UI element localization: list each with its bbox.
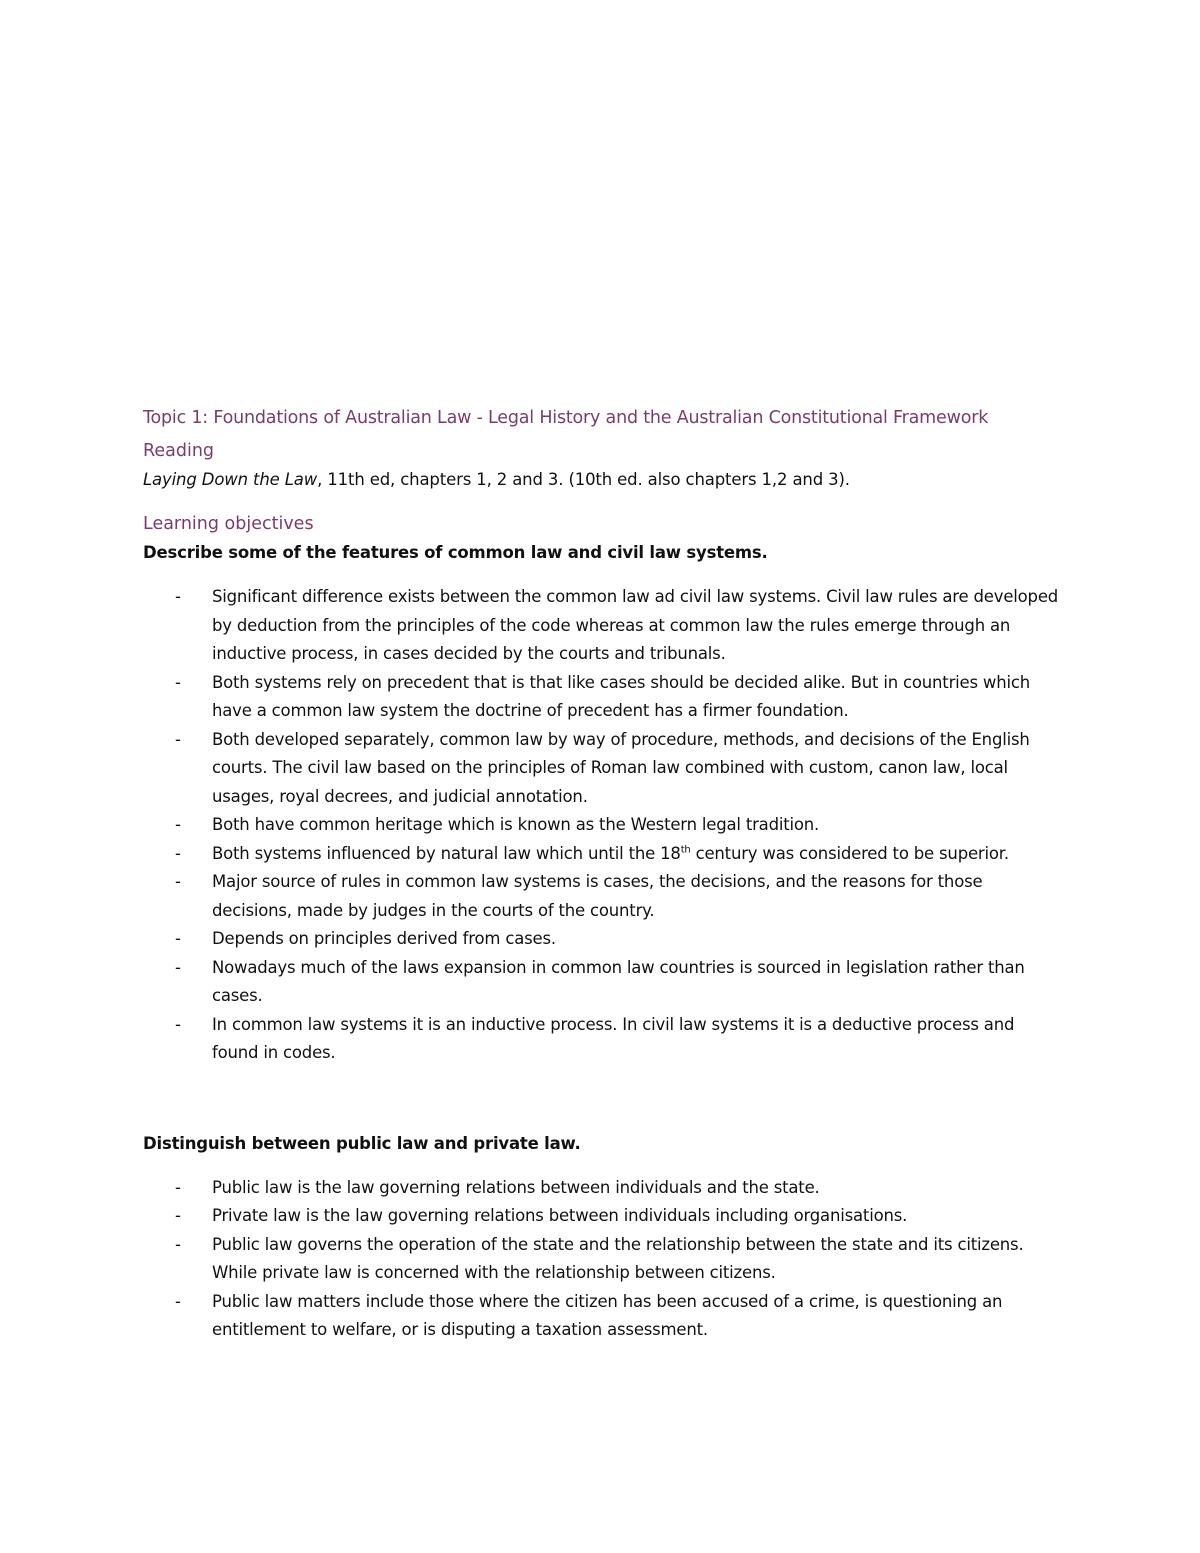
dash-bullet: - [175,672,181,692]
list-item: - Significant difference exists between the common law ad civil law systems. Civil law rules are developed by deduction from the principles of the code whereas at common law the rules emerge through an inductive process, in cases decided by the courts and tribunals. [143,583,1063,669]
list-item: - Public law matters include those where the citizen has been accused of a crime, is questioning an entitlement to welfare, or is disputing a taxation assessment. [143,1288,1063,1345]
dash-bullet: - [175,929,181,948]
topic-title: Topic 1: Foundations of Australian Law - Legal History and the Australian Constitutional Framework [143,408,989,428]
dash-bullet: - [175,1206,181,1225]
question-heading-common-civil: Describe some of the features of common law and civil law systems. [143,543,768,562]
list-item: - Both systems influenced by natural law which until the 18th century was considered to be superior. [143,840,1063,869]
list-item: - Private law is the law governing relations between individuals including organisations. [143,1202,1063,1231]
dash-bullet: - [175,957,181,977]
list-item: - Both systems rely on precedent that is that like cases should be decided alike. But in countries which have a common law system the doctrine of precedent has a firmer foundation. [143,669,1063,726]
dash-bullet: - [175,815,181,834]
question-heading-public-private: Distinguish between public law and private law. [143,1133,581,1153]
dash-bullet: - [175,872,181,891]
dash-bullet: - [175,729,181,749]
list-item: - Public law is the law governing relations between individuals and the state. [143,1174,1063,1203]
list-item: - Both have common heritage which is known as the Western legal tradition. [143,811,1063,840]
dash-bullet: - [175,1014,181,1034]
dash-bullet: - [175,1291,181,1311]
dash-bullet: - [175,1234,181,1254]
list-item: - Depends on principles derived from cases. [143,925,1063,954]
superscript-th: th [680,844,691,855]
list-item: - In common law systems it is an inductive process. In civil law systems it is a deductive process and found in codes. [143,1011,1063,1068]
dash-bullet: - [175,1177,181,1197]
document-page [143,404,1063,1345]
dash-bullet: - [175,587,181,606]
list-item: - Major source of rules in common law systems is cases, the decisions, and the reasons for those decisions, made by judges in the courts of the country. [143,868,1063,925]
list-item: - Nowadays much of the laws expansion in common law countries is sourced in legislation rather than cases. [143,954,1063,1011]
reading-heading: Reading [143,441,215,461]
reading-reference [143,466,1063,494]
reading-book-title: Laying Down the Law [143,470,318,489]
public-private-list [143,1174,1063,1345]
dash-bullet: - [175,843,181,863]
reading-edition-text: , 11th ed, chapters 1, 2 and 3. (10th ed. also chapters 1,2 and 3). [317,470,850,489]
common-civil-list [143,583,1063,1068]
list-item: - Public law governs the operation of the state and the relationship between the state and its citizens. While private law is concerned with the relationship between citizens. [143,1231,1063,1288]
learning-objectives-heading: Learning objectives [143,514,314,534]
list-item: - Both developed separately, common law by way of procedure, methods, and decisions of the English courts. The civil law based on the principles of Roman law combined with custom, canon law, local usages, royal decrees, and judicial annotation. [143,726,1063,812]
